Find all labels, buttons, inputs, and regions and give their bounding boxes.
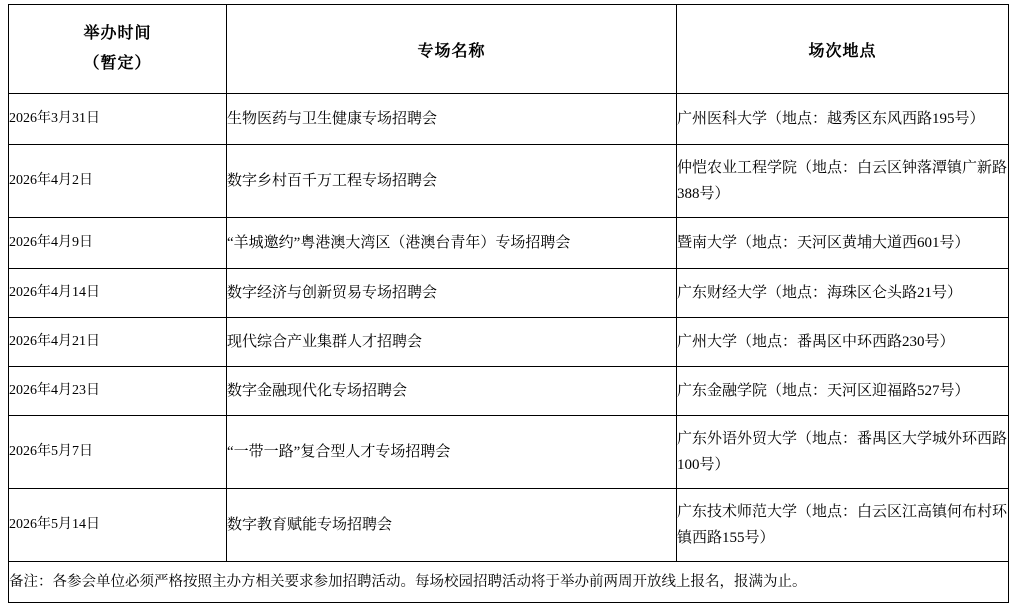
cell-place: 广东技术师范大学（地点：白云区江高镇何布村环镇西路155号） (677, 489, 1009, 562)
cell-date: 2026年5月14日 (9, 489, 227, 562)
cell-place: 广东金融学院（地点：天河区迎福路527号） (677, 367, 1009, 416)
cell-place: 广州大学（地点：番禺区中环西路230号） (677, 318, 1009, 367)
cell-place: 暨南大学（地点：天河区黄埔大道西601号） (677, 218, 1009, 269)
table-header-row (9, 5, 1009, 94)
cell-name: “一带一路”复合型人才专场招聘会 (227, 416, 677, 489)
cell-date: 2026年4月2日 (9, 145, 227, 218)
column-header-date-line1: 举办时间 (83, 25, 152, 42)
table-row (9, 94, 1009, 145)
cell-place: 仲恺农业工程学院（地点：白云区钟落潭镇广新路388号） (677, 145, 1009, 218)
column-header-place: 场次地点 (677, 5, 1009, 94)
cell-date: 2026年4月23日 (9, 367, 227, 416)
table-row (9, 269, 1009, 318)
table-row (9, 489, 1009, 562)
table-note-row (9, 562, 1009, 603)
cell-place: 广东财经大学（地点：海珠区仑头路21号） (677, 269, 1009, 318)
cell-place: 广东外语外贸大学（地点：番禺区大学城外环西路100号） (677, 416, 1009, 489)
column-header-date (9, 5, 227, 94)
recruitment-schedule-table (8, 4, 1009, 603)
table-note: 备注：各参会单位必须严格按照主办方相关要求参加招聘活动。每场校园招聘活动将于举办前两周开放线上报名，报满为止。 (9, 562, 1009, 603)
table-row (9, 318, 1009, 367)
cell-date: 2026年4月14日 (9, 269, 227, 318)
cell-name: 现代综合产业集群人才招聘会 (227, 318, 677, 367)
table-header (9, 5, 1009, 94)
cell-name: 数字金融现代化专场招聘会 (227, 367, 677, 416)
column-header-name: 专场名称 (227, 5, 677, 94)
cell-place: 广州医科大学（地点：越秀区东风西路195号） (677, 94, 1009, 145)
cell-date: 2026年4月21日 (9, 318, 227, 367)
cell-date: 2026年5月7日 (9, 416, 227, 489)
table-body (9, 94, 1009, 603)
column-header-date-line2: （暂定） (83, 55, 152, 72)
table-row (9, 218, 1009, 269)
cell-name: “羊城邀约”粤港澳大湾区（港澳台青年）专场招聘会 (227, 218, 677, 269)
table-row (9, 367, 1009, 416)
cell-name: 数字经济与创新贸易专场招聘会 (227, 269, 677, 318)
cell-name: 数字教育赋能专场招聘会 (227, 489, 677, 562)
cell-name: 生物医药与卫生健康专场招聘会 (227, 94, 677, 145)
cell-date: 2026年4月9日 (9, 218, 227, 269)
cell-name: 数字乡村百千万工程专场招聘会 (227, 145, 677, 218)
cell-date: 2026年3月31日 (9, 94, 227, 145)
table-row (9, 416, 1009, 489)
table-row (9, 145, 1009, 218)
